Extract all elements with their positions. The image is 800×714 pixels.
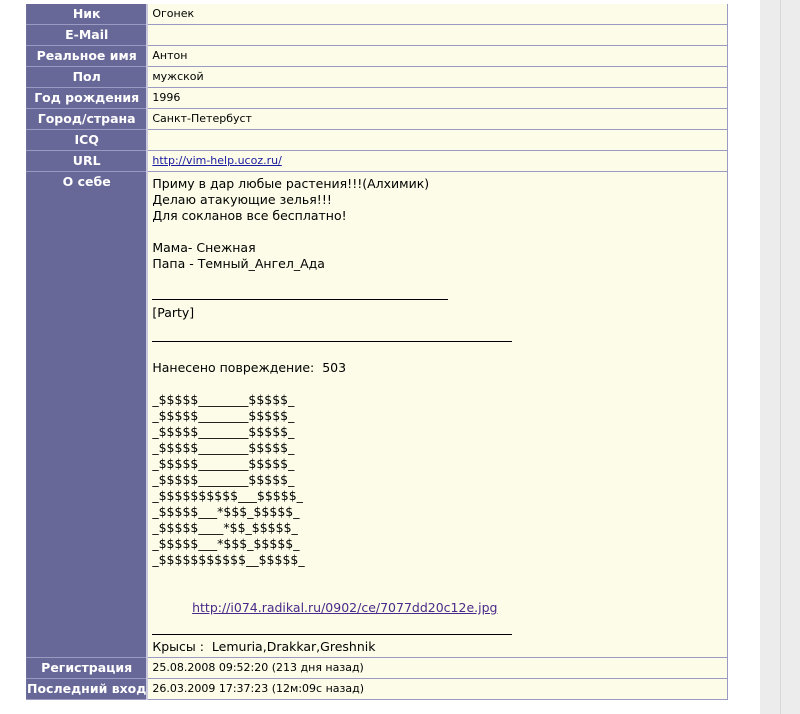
profile-row <box>27 67 728 88</box>
about-label: О себе <box>27 172 148 658</box>
about-content <box>147 172 727 658</box>
text-line: _$$$$$________$$$$$_ <box>152 392 295 407</box>
field-label: E-Mail <box>27 25 148 46</box>
field-value: Санкт-Петербуст <box>147 109 727 130</box>
registration-value: 25.08.2008 09:52:20 (213 дня назад) <box>147 658 727 679</box>
field-label: Ник <box>27 4 148 25</box>
field-label: Пол <box>27 67 148 88</box>
profile-row <box>27 46 728 67</box>
text-line: _$$$$$________$$$$$_ <box>152 472 295 487</box>
about-intro <box>152 176 723 224</box>
image-link[interactable]: http://i074.radikal.ru/0902/ce/7077dd20c12e.jpg <box>192 600 498 615</box>
profile-row <box>27 109 728 130</box>
damage-stat: Нанесено повреждение: 503 <box>152 360 347 375</box>
about-family <box>152 240 723 272</box>
text-line: _$$$$$____*$$_$$$$$_ <box>152 520 298 535</box>
field-label: URL <box>27 151 148 172</box>
profile-row-registration <box>27 658 728 679</box>
page-right-border <box>780 0 781 714</box>
text-line: Мама- Снежная <box>152 240 256 255</box>
profile-row <box>27 25 728 46</box>
text-line: _$$$$$$$$$$$__$$$$$_ <box>152 552 305 567</box>
ascii-art <box>152 392 723 568</box>
field-value: Огонек <box>147 4 727 25</box>
field-label: Реальное имя <box>27 46 148 67</box>
field-value: Антон <box>147 46 727 67</box>
field-value: 1996 <box>147 88 727 109</box>
party-tag: [Party] <box>152 305 195 320</box>
field-value <box>147 25 727 46</box>
last-login-value: 26.03.2009 17:37:23 (12м:09с назад) <box>147 679 727 700</box>
field-value <box>147 130 727 151</box>
text-line: Папа - Темный_Ангел_Ада <box>152 256 325 271</box>
text-line: _$$$$$________$$$$$_ <box>152 456 295 471</box>
field-label: ICQ <box>27 130 148 151</box>
rats-line: Крысы : Lemuria,Drakkar,Greshnik <box>152 639 376 654</box>
profile-row <box>27 4 728 25</box>
separator-line <box>152 634 512 635</box>
profile-row <box>27 88 728 109</box>
text-line: _$$$$$___*$$$_$$$$$_ <box>152 504 300 519</box>
profile-row <box>27 130 728 151</box>
profile-row <box>27 151 728 172</box>
text-line: Для сокланов все бесплатно! <box>152 208 347 223</box>
text-line: _$$$$$$$$$$___$$$$$_ <box>152 488 303 503</box>
registration-label: Регистрация <box>27 658 148 679</box>
homepage-link[interactable]: http://vim-help.ucoz.ru/ <box>152 154 282 167</box>
profile-row-last-login <box>27 679 728 700</box>
profile-rows <box>27 4 728 172</box>
profile-table <box>26 4 728 700</box>
text-line: _$$$$$________$$$$$_ <box>152 408 295 423</box>
text-line: Приму в дар любые растения!!!(Алхимик) <box>152 176 430 191</box>
separator-line <box>152 299 448 300</box>
field-label: Город/страна <box>27 109 148 130</box>
field-value: мужской <box>147 67 727 88</box>
text-line: _$$$$$___*$$$_$$$$$_ <box>152 536 300 551</box>
text-line: Делаю атакующие зелья!!! <box>152 192 332 207</box>
text-line: _$$$$$________$$$$$_ <box>152 440 295 455</box>
field-label: Год рождения <box>27 88 148 109</box>
profile-row-about <box>27 172 728 658</box>
last-login-label: Последний вход <box>27 679 148 700</box>
field-value <box>147 151 727 172</box>
text-line: _$$$$$________$$$$$_ <box>152 424 295 439</box>
